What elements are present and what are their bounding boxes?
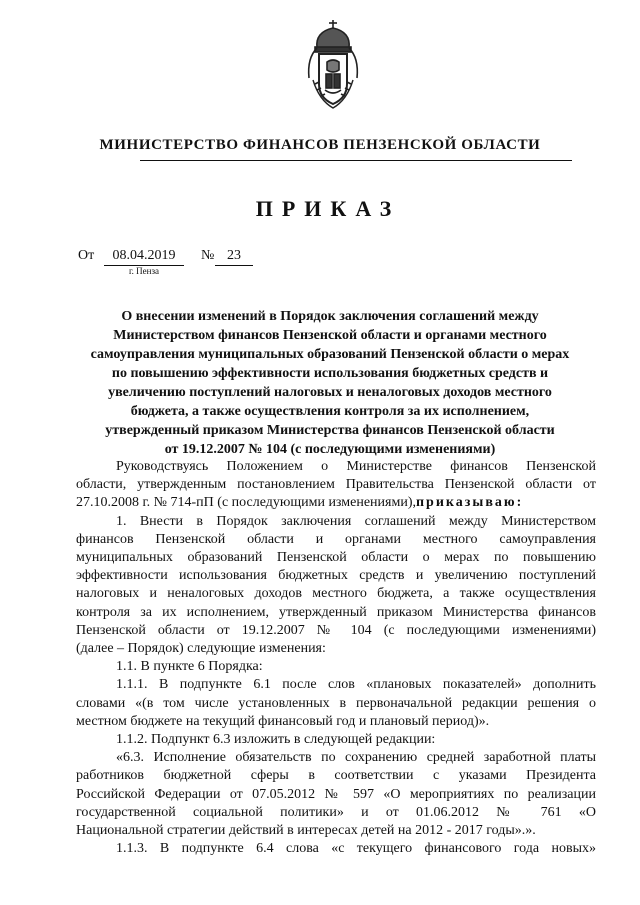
- body-line: муниципальных образований Пензенской области о мерах по повышению: [76, 550, 596, 566]
- city: г. Пенза: [128, 266, 160, 276]
- order-title: ПРИКАЗ: [255, 196, 401, 221]
- body-line: финансов Пензенской области и органами местного самоуправления: [76, 531, 596, 547]
- body-line: работников бюджетной сферы в соответствии с указами Президента: [76, 768, 596, 784]
- body-line: области, утвержденным постановлением Правительства Пензенской области от: [76, 477, 596, 493]
- order-date: 08.04.2019: [104, 248, 184, 266]
- body-line: 1.1.2. Подпункт 6.3 изложить в следующей редакции:: [116, 732, 436, 748]
- number-label: №: [201, 248, 215, 263]
- ministry-name: МИНИСТЕРСТВО ФИНАНСОВ ПЕНЗЕНСКОЙ ОБЛАСТИ: [99, 137, 541, 153]
- heading-line: Министерством финансов Пензенской области и органами местного: [113, 328, 547, 343]
- date-prefix: От: [78, 248, 95, 263]
- header-divider: [140, 160, 572, 161]
- body-line: налоговых и неналоговых доходов местного бюджета, а также осуществления: [76, 586, 596, 602]
- order-body: [76, 458, 596, 858]
- heading-line: увеличению поступлений налоговых и неналоговых доходов местного: [108, 385, 552, 400]
- body-line: (далее – Порядок) следующие изменения:: [76, 641, 326, 657]
- heading-line: О внесении изменений в Порядок заключения соглашений между: [121, 309, 539, 324]
- body-line: местном бюджете на текущий финансовый год и плановый период)».: [76, 713, 490, 729]
- body-line: государственной социальной политики» и от 01.06.2012 № 761 «О: [76, 804, 596, 820]
- body-line: 1. Внести в Порядок заключения соглашений между Министерством: [116, 513, 596, 529]
- heading-line: самоуправления муниципальных образований Пензенской области о мерах: [90, 347, 570, 362]
- body-line: Национальной стратегии действий в интересах детей на 2012 - 2017 годы».».: [76, 823, 536, 839]
- order-verb: приказываю:: [415, 495, 524, 511]
- order-heading: [60, 307, 600, 459]
- body-line: контроля за их исполнением, утвержденный приказом Министерства финансов: [76, 604, 596, 620]
- body-line: [76, 494, 596, 512]
- body-line: словами «(в том числе установленных в первоначальной редакции решения о: [76, 695, 596, 711]
- heading-line: от 19.12.2007 № 104 (с последующими изменениями): [164, 442, 496, 457]
- body-line: «6.3. Исполнение обязательств по сохранению средней заработной платы: [116, 750, 596, 766]
- body-line: Пензенской области от 19.12.2007 № 104 (с последующими изменениями): [76, 622, 596, 638]
- body-line: Руководствуясь Положением о Министерстве финансов Пензенской: [116, 459, 596, 474]
- body-line: 1.1.3. В подпункте 6.4 слова «с текущего финансового года новых»: [116, 841, 596, 857]
- body-line: эффективности использования бюджетных средств и увеличению поступлений: [76, 568, 596, 584]
- body-line: 1.1. В пункте 6 Порядка:: [116, 659, 263, 675]
- coat-of-arms-icon: [297, 18, 369, 110]
- order-number: 23: [215, 248, 253, 266]
- heading-line: бюджета, а также осуществления контроля за их исполнением,: [130, 404, 530, 419]
- heading-line: по повышению эффективности использования бюджетных средств и: [111, 366, 549, 381]
- body-line: Российской Федерации от 07.05.2012 № 597 «О мероприятиях по реализации: [76, 786, 596, 802]
- legal-basis: 27.10.2008 г. № 714-пП (с последующими изменениями),: [76, 495, 416, 511]
- body-line: 1.1.1. В подпункте 6.1 после слов «плановых показателей» дополнить: [116, 677, 596, 693]
- heading-line: утвержденный приказом Министерства финансов Пензенской области: [105, 423, 555, 438]
